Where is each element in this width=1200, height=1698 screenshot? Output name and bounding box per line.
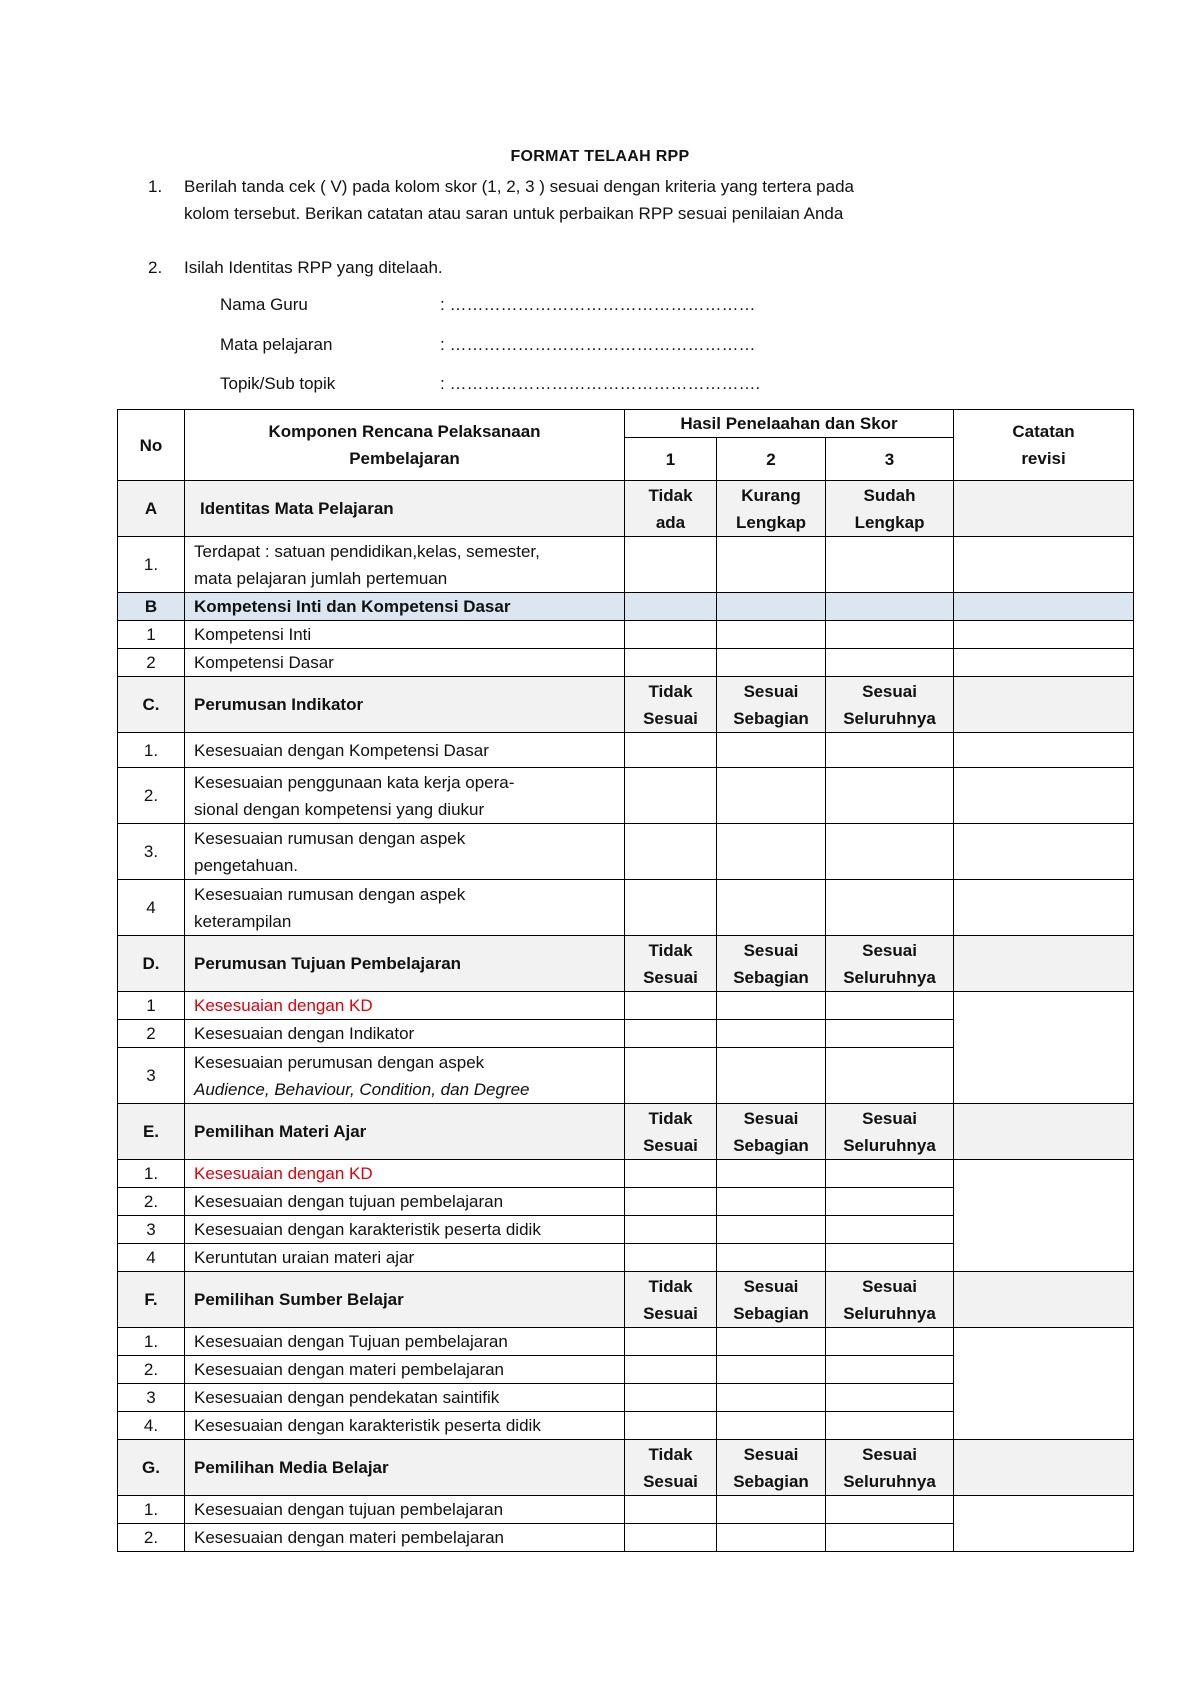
score-cell-1[interactable] <box>625 1412 717 1440</box>
section-no: A <box>118 481 185 537</box>
item-text: Kesesuaian dengan pendekatan saintifik <box>185 1384 625 1412</box>
score-cell-1[interactable] <box>625 1020 717 1048</box>
item-text: Kesesuaian rumusan dengan aspek pengetahuan. <box>185 824 625 880</box>
item-row <box>118 992 1134 1020</box>
item-text: Terdapat : satuan pendidikan,kelas, semester, mata pelajaran jumlah pertemuan <box>185 537 625 593</box>
score-cell-2[interactable] <box>717 1048 826 1104</box>
section-no: G. <box>118 1440 185 1496</box>
score-cell-2[interactable] <box>717 649 826 677</box>
score-label-1: Tidak ada <box>625 481 717 537</box>
score-cell-2[interactable] <box>717 1160 826 1188</box>
item-no: 3. <box>118 824 185 880</box>
score-cell-3[interactable] <box>826 1384 954 1412</box>
score-cell-3[interactable] <box>826 1356 954 1384</box>
item-text: Kesesuaian dengan karakteristik peserta didik <box>185 1216 625 1244</box>
instruction-line: Isilah Identitas RPP yang ditelaah. <box>184 258 443 277</box>
score-cell-2[interactable] <box>717 992 826 1020</box>
score-cell-3[interactable] <box>826 733 954 768</box>
score-cell-1[interactable] <box>625 1188 717 1216</box>
score-cell-2[interactable] <box>717 768 826 824</box>
item-row <box>118 1496 1134 1524</box>
item-text: Kesesuaian dengan Indikator <box>185 1020 625 1048</box>
score-cell-3[interactable] <box>826 768 954 824</box>
notes-cell[interactable] <box>954 1328 1134 1440</box>
notes-cell[interactable] <box>954 481 1134 537</box>
section-no: D. <box>118 936 185 992</box>
section-title: Identitas Mata Pelajaran <box>185 481 625 537</box>
section-row-f <box>118 1272 1134 1328</box>
score-cell-2[interactable] <box>717 824 826 880</box>
score-cell-3[interactable] <box>826 621 954 649</box>
item-row <box>118 537 1134 593</box>
score-label-2: Sesuai Sebagian <box>717 1104 826 1160</box>
item-no: 1. <box>118 1328 185 1356</box>
notes-cell[interactable] <box>954 824 1134 880</box>
item-row <box>118 649 1134 677</box>
score-cell-3[interactable] <box>826 1020 954 1048</box>
notes-cell[interactable] <box>954 1496 1134 1552</box>
item-no: 1. <box>118 537 185 593</box>
item-text: Kompetensi Inti <box>185 621 625 649</box>
item-no: 2. <box>118 1524 185 1552</box>
item-row <box>118 1160 1134 1188</box>
header-no: No <box>118 410 185 481</box>
score-cell-3[interactable] <box>826 1496 954 1524</box>
score-cell-3[interactable] <box>826 1524 954 1552</box>
score-label-2: Sesuai Sebagian <box>717 936 826 992</box>
item-row <box>118 733 1134 768</box>
score-cell-1[interactable] <box>625 621 717 649</box>
score-cell-1[interactable] <box>625 992 717 1020</box>
item-row <box>118 880 1134 936</box>
score-cell-3[interactable] <box>826 880 954 936</box>
identity-label: Nama Guru <box>220 295 308 314</box>
notes-cell[interactable] <box>954 992 1134 1104</box>
document-title: FORMAT TELAAH RPP <box>510 148 690 165</box>
score-cell-2[interactable] <box>717 1188 826 1216</box>
score-label-1: Tidak Sesuai <box>625 1440 717 1496</box>
item-no: 2 <box>118 1020 185 1048</box>
instruction-1 <box>148 173 854 227</box>
section-no: C. <box>118 677 185 733</box>
item-no: 4. <box>118 1412 185 1440</box>
notes-cell[interactable] <box>954 537 1134 593</box>
review-table <box>117 409 1134 1552</box>
item-no: 4 <box>118 1244 185 1272</box>
score-cell-1 <box>625 593 717 621</box>
item-row <box>118 621 1134 649</box>
score-cell-1[interactable] <box>625 1328 717 1356</box>
score-cell-2[interactable] <box>717 1328 826 1356</box>
score-cell-1[interactable] <box>625 1048 717 1104</box>
score-cell-3 <box>826 593 954 621</box>
score-label-3: Sesuai Seluruhnya <box>826 1272 954 1328</box>
item-text: Kesesuaian dengan tujuan pembelajaran <box>185 1496 625 1524</box>
item-text: Kesesuaian dengan tujuan pembelajaran <box>185 1188 625 1216</box>
section-row-a <box>118 481 1134 537</box>
section-no: F. <box>118 1272 185 1328</box>
score-label-3: Sesuai Seluruhnya <box>826 936 954 992</box>
section-row-d <box>118 936 1134 992</box>
score-cell-3[interactable] <box>826 824 954 880</box>
identity-blank[interactable]: : ………………………………………………. <box>440 374 761 393</box>
score-label-2: Sesuai Sebagian <box>717 1440 826 1496</box>
item-text: Kesesuaian perumusan dengan aspek Audience, Behaviour, Condition, dan Degree <box>185 1048 625 1104</box>
instruction-number: 1. <box>148 177 163 196</box>
score-cell-1[interactable] <box>625 1160 717 1188</box>
score-cell-3[interactable] <box>826 649 954 677</box>
score-cell-3[interactable] <box>826 1216 954 1244</box>
item-text: Keruntutan uraian materi ajar <box>185 1244 625 1272</box>
score-cell-2[interactable] <box>717 537 826 593</box>
section-title: Pemilihan Sumber Belajar <box>185 1272 625 1328</box>
item-no: 1 <box>118 992 185 1020</box>
notes-cell[interactable] <box>954 880 1134 936</box>
item-text-highlight: Kesesuaian dengan KD <box>185 992 625 1020</box>
section-no: E. <box>118 1104 185 1160</box>
score-label-3: Sudah Lengkap <box>826 481 954 537</box>
section-title: Perumusan Indikator <box>185 677 625 733</box>
score-cell-2[interactable] <box>717 1412 826 1440</box>
identity-subject <box>220 335 756 355</box>
header-row <box>118 410 1134 438</box>
item-no: 2. <box>118 1188 185 1216</box>
score-cell-2[interactable] <box>717 1020 826 1048</box>
section-title: Kompetensi Inti dan Kompetensi Dasar <box>185 593 625 621</box>
notes-cell[interactable] <box>954 621 1134 649</box>
score-cell-1[interactable] <box>625 1356 717 1384</box>
score-label-2: Sesuai Sebagian <box>717 677 826 733</box>
item-row <box>118 824 1134 880</box>
notes-cell[interactable] <box>954 1272 1134 1328</box>
section-title: Pemilihan Materi Ajar <box>185 1104 625 1160</box>
score-cell-3[interactable] <box>826 537 954 593</box>
score-cell-2[interactable] <box>717 621 826 649</box>
notes-cell[interactable] <box>954 936 1134 992</box>
header-score-3: 3 <box>826 438 954 481</box>
item-text: Kompetensi Dasar <box>185 649 625 677</box>
score-label-1: Tidak Sesuai <box>625 677 717 733</box>
notes-cell <box>954 593 1134 621</box>
notes-cell[interactable] <box>954 1160 1134 1272</box>
score-label-3: Sesuai Seluruhnya <box>826 677 954 733</box>
item-no: 3 <box>118 1216 185 1244</box>
instruction-line: Berilah tanda cek ( V) pada kolom skor (1, 2, 3 ) sesuai dengan kriteria yang tertera pada <box>184 177 854 196</box>
item-no: 1. <box>118 1160 185 1188</box>
item-no: 4 <box>118 880 185 936</box>
score-cell-2[interactable] <box>717 1496 826 1524</box>
score-cell-1[interactable] <box>625 733 717 768</box>
item-text: Kesesuaian dengan Kompetensi Dasar <box>185 733 625 768</box>
identity-label: Topik/Sub topik <box>220 374 336 393</box>
score-cell-1[interactable] <box>625 1524 717 1552</box>
score-cell-1[interactable] <box>625 1496 717 1524</box>
header-score-group: Hasil Penelaahan dan Skor <box>625 410 954 438</box>
score-cell-1[interactable] <box>625 537 717 593</box>
score-cell-2[interactable] <box>717 1384 826 1412</box>
score-cell-2[interactable] <box>717 1524 826 1552</box>
section-title: Perumusan Tujuan Pembelajaran <box>185 936 625 992</box>
score-label-3: Sesuai Seluruhnya <box>826 1104 954 1160</box>
notes-cell[interactable] <box>954 768 1134 824</box>
item-text-highlight: Kesesuaian dengan KD <box>185 1160 625 1188</box>
notes-cell[interactable] <box>954 649 1134 677</box>
score-cell-2[interactable] <box>717 1356 826 1384</box>
score-cell-2[interactable] <box>717 1216 826 1244</box>
identity-blank[interactable]: : ……………………………………………… <box>440 335 756 354</box>
score-cell-1[interactable] <box>625 1216 717 1244</box>
section-row-b <box>118 593 1134 621</box>
score-cell-3[interactable] <box>826 1048 954 1104</box>
score-cell-2 <box>717 593 826 621</box>
header-component: Komponen Rencana Pelaksanaan Pembelajaran <box>185 410 625 481</box>
notes-cell[interactable] <box>954 1440 1134 1496</box>
item-text: Kesesuaian dengan Tujuan pembelajaran <box>185 1328 625 1356</box>
item-no: 1. <box>118 1496 185 1524</box>
instruction-number: 2. <box>148 258 163 277</box>
identity-label: Mata pelajaran <box>220 335 333 354</box>
score-cell-1[interactable] <box>625 1244 717 1272</box>
score-cell-1[interactable] <box>625 1384 717 1412</box>
item-no: 1 <box>118 621 185 649</box>
score-cell-3[interactable] <box>826 1188 954 1216</box>
instruction-2 <box>148 254 443 281</box>
header-score-1: 1 <box>625 438 717 481</box>
item-row <box>118 768 1134 824</box>
notes-cell[interactable] <box>954 677 1134 733</box>
score-label-1: Tidak Sesuai <box>625 1272 717 1328</box>
score-cell-2[interactable] <box>717 1244 826 1272</box>
section-row-g <box>118 1440 1134 1496</box>
item-no: 2. <box>118 1356 185 1384</box>
score-label-2: Sesuai Sebagian <box>717 1272 826 1328</box>
score-cell-1[interactable] <box>625 649 717 677</box>
score-cell-3[interactable] <box>826 1328 954 1356</box>
score-cell-3[interactable] <box>826 1160 954 1188</box>
score-cell-3[interactable] <box>826 1412 954 1440</box>
section-row-e <box>118 1104 1134 1160</box>
item-no: 2 <box>118 649 185 677</box>
notes-cell[interactable] <box>954 1104 1134 1160</box>
identity-topic <box>220 374 761 394</box>
identity-blank[interactable]: : ……………………………………………… <box>440 295 756 314</box>
item-no: 3 <box>118 1384 185 1412</box>
item-text: Kesesuaian rumusan dengan aspek keterampilan <box>185 880 625 936</box>
score-label-1: Tidak Sesuai <box>625 1104 717 1160</box>
score-label-3: Sesuai Seluruhnya <box>826 1440 954 1496</box>
item-text: Kesesuaian penggunaan kata kerja opera- sional dengan kompetensi yang diukur <box>185 768 625 824</box>
item-text: Kesesuaian dengan karakteristik peserta didik <box>185 1412 625 1440</box>
item-no: 1. <box>118 733 185 768</box>
header-notes: Catatan revisi <box>954 410 1134 481</box>
instruction-line: kolom tersebut. Berikan catatan atau saran untuk perbaikan RPP sesuai penilaian Anda <box>184 204 844 223</box>
section-row-c <box>118 677 1134 733</box>
score-cell-3[interactable] <box>826 992 954 1020</box>
item-text: Kesesuaian dengan materi pembelajaran <box>185 1356 625 1384</box>
score-cell-1[interactable] <box>625 880 717 936</box>
item-no: 3 <box>118 1048 185 1104</box>
score-cell-1[interactable] <box>625 824 717 880</box>
score-cell-1[interactable] <box>625 768 717 824</box>
score-label-2: Kurang Lengkap <box>717 481 826 537</box>
score-cell-2[interactable] <box>717 880 826 936</box>
item-no: 2. <box>118 768 185 824</box>
item-row <box>118 1328 1134 1356</box>
header-score-2: 2 <box>717 438 826 481</box>
item-text: Kesesuaian dengan materi pembelajaran <box>185 1524 625 1552</box>
identity-teacher-name <box>220 295 756 315</box>
section-no: B <box>118 593 185 621</box>
section-title: Pemilihan Media Belajar <box>185 1440 625 1496</box>
score-cell-2[interactable] <box>717 733 826 768</box>
score-cell-3[interactable] <box>826 1244 954 1272</box>
notes-cell[interactable] <box>954 733 1134 768</box>
score-label-1: Tidak Sesuai <box>625 936 717 992</box>
